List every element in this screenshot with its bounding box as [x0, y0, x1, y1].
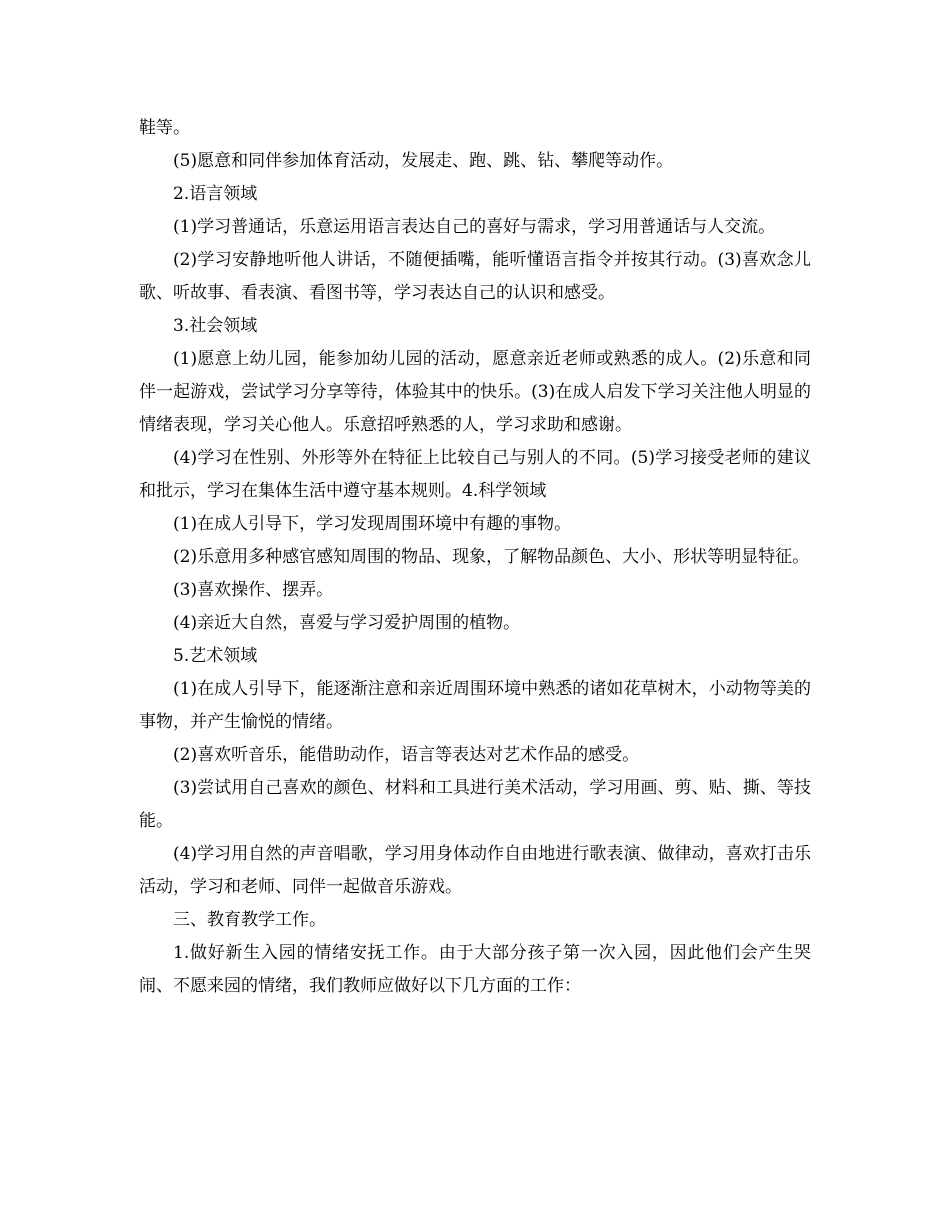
paragraph-social-1-3: (1)愿意上幼儿园，能参加幼儿园的活动，愿意亲近老师或熟悉的成人。(2)乐意和同伴一起游戏，尝试学习分享等待，体验其中的快乐。(3)在成人启发下学习关注他人明显的情绪表现，学习关心他人。乐意招呼熟悉的人，学习求助和感谢。: [139, 349, 811, 435]
paragraph-language-2-3: (2)学习安静地听他人讲话，不随便插嘴，能听懂语言指令并按其行动。(3)喜欢念儿歌、听故事、看表演、看图书等，学习表达自己的认识和感受。: [139, 250, 811, 303]
heading-language-domain: 2.语言领域: [173, 184, 258, 204]
paragraph-science-3: (3)喜欢操作、摆弄。: [173, 580, 334, 600]
paragraph-art-2: (2)喜欢听音乐，能借助动作，语言等表达对艺术作品的感受。: [173, 745, 640, 765]
document-body: [139, 112, 811, 1003]
paragraph-science-2: (2)乐意用多种感官感知周围的物品、现象，了解物品颜色、大小、形状等明显特征。: [173, 547, 810, 567]
paragraph-language-1: (1)学习普通话，乐意运用语言表达自己的喜好与需求，学习用普通话与人交流。: [173, 217, 776, 237]
heading-social-domain: 3.社会领域: [173, 316, 258, 336]
paragraph-social-4-5: (4)学习在性别、外形等外在特征上比较自己与别人的不同。(5)学习接受老师的建议和批示，学习在集体生活中遵守基本规则。4.科学领域: [139, 448, 811, 501]
paragraph-art-1: (1)在成人引导下，能逐渐注意和亲近周围环境中熟悉的诸如花草树木，小动物等美的事物，并产生愉悦的情绪。: [139, 679, 811, 732]
paragraph-art-4: (4)学习用自然的声音唱歌，学习用身体动作自由地进行歌表演、做律动，喜欢打击乐活动，学习和老师、同伴一起做音乐游戏。: [139, 844, 811, 897]
paragraph-science-4: (4)亲近大自然，喜爱与学习爱护周围的植物。: [173, 613, 521, 633]
paragraph-art-3: (3)尝试用自己喜欢的颜色、材料和工具进行美术活动，学习用画、剪、贴、撕、等技能。: [139, 778, 811, 831]
paragraph-physical-5: (5)愿意和同伴参加体育活动，发展走、跑、跳、钻、攀爬等动作。: [173, 151, 674, 171]
heading-section-three: 三、教育教学工作。: [173, 910, 326, 930]
paragraph-continuation: 鞋等。: [139, 118, 190, 138]
paragraph-teaching-1: 1.做好新生入园的情绪安抚工作。由于大部分孩子第一次入园，因此他们会产生哭闹、不愿来园的情绪，我们教师应做好以下几方面的工作：: [139, 943, 811, 996]
paragraph-science-1: (1)在成人引导下，学习发现周围环境中有趣的事物。: [173, 514, 572, 534]
heading-art-domain: 5.艺术领域: [173, 646, 258, 666]
